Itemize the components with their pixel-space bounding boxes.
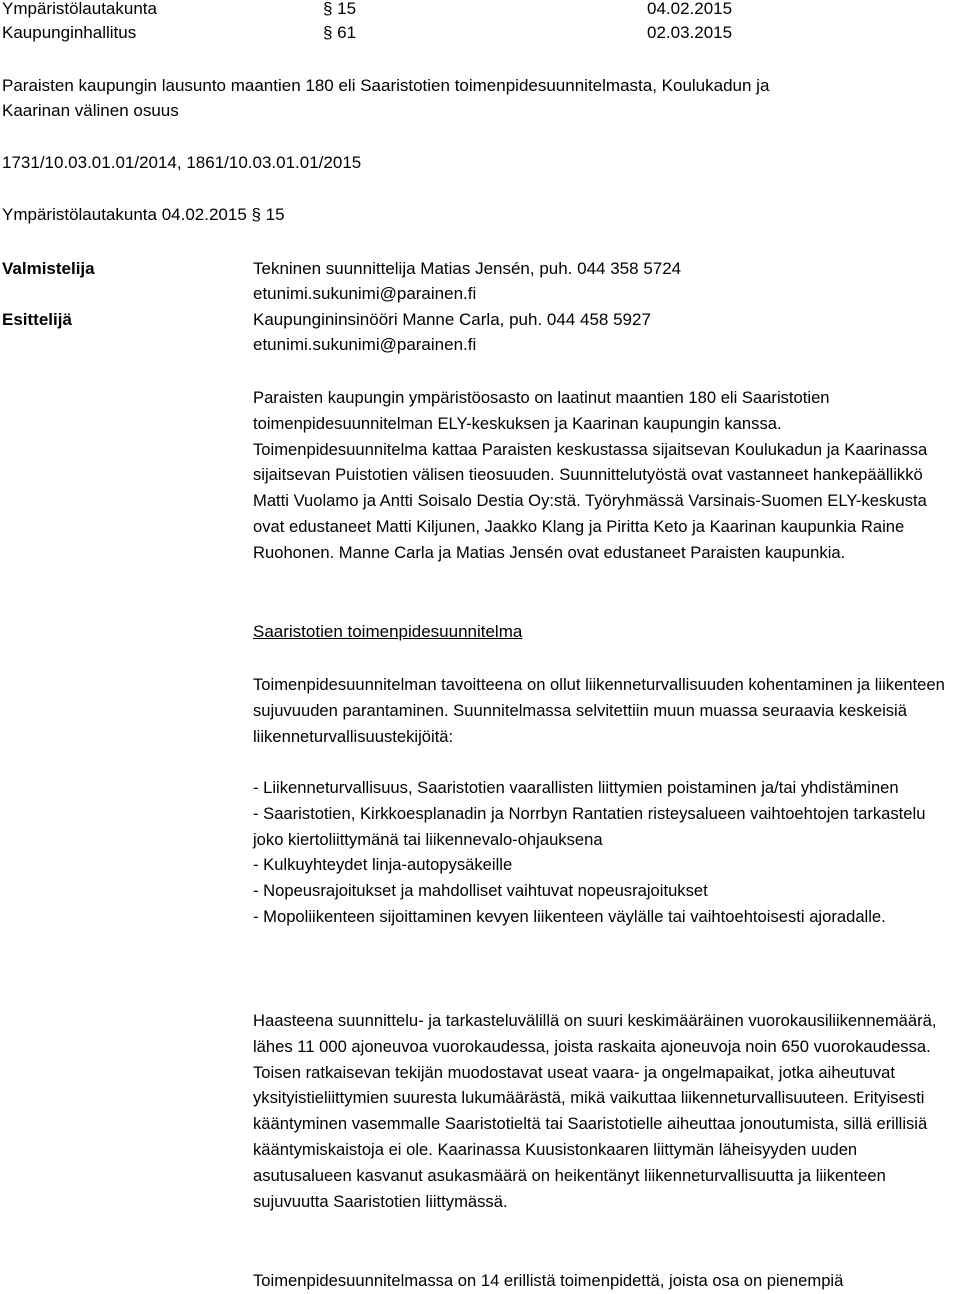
section-number: § 15	[323, 0, 357, 18]
meeting-date: 04.02.2015	[647, 0, 733, 18]
preparer-email[interactable]: etunimi.sukunimi@parainen.fi	[253, 284, 477, 303]
list-item: - Nopeusrajoitukset ja mahdolliset vaihtuvat nopeusrajoitukset	[253, 881, 708, 901]
header-row	[0, 22, 960, 44]
intro-text: Paraisten kaupungin ympäristöosasto on laatinut maantien 180 eli Saaristotien toimenpidesuunnitelman ELY-keskuksen ja Kaarinan kaupungin kanssa. Toimenpidesuunnitelma kattaa Paraisten keskustassa sijaitsevan Koulukadun ja Kaarinassa sijaitsevan Puistotien välisen tieosuuden. Suunnittelutyöstä ovat vastanneet hankepäällikkö Matti Vuolamo ja Antti Soisalo Destia Oy:stä. Työryhmässä Varsinais-Suomen ELY-keskusta ovat edustaneet Matti Kiljunen, Jaakko Klang ja Piritta Keto ja Kaarinan kaupunkia Raine Ruohonen. Manne Carla ja Matias Jensén ovat edustaneet Paraisten kaupunkia.	[253, 388, 928, 562]
challenge-paragraph	[253, 1008, 958, 1214]
presenter-name: Kaupungininsinööri Manne Carla, puh. 044 458 5927	[253, 310, 651, 329]
preparer-label: Valmistelija	[2, 259, 95, 278]
goal-text: Toimenpidesuunnitelman tavoitteena on ollut liikenneturvallisuuden kohentaminen ja liikenteen sujuvuuden parantaminen. Suunnitelmassa selvitettiin muun muassa seuraavia keskeisiä liikenneturvallisuustekijöitä:	[253, 675, 945, 746]
committee-name: Ympäristölautakunta	[2, 0, 157, 18]
intro-paragraph	[253, 385, 958, 566]
meeting-date: 02.03.2015	[647, 23, 733, 42]
reference-numbers: 1731/10.03.01.01/2014, 1861/10.03.01.01/2015	[2, 153, 362, 172]
list-item: - Liikenneturvallisuus, Saaristotien vaarallisten liittymien poistaminen ja/tai yhdistäminen	[253, 778, 899, 797]
meeting-reference: Ympäristölautakunta 04.02.2015 § 15	[2, 205, 285, 224]
challenge-text: Haasteena suunnittelu- ja tarkasteluvälillä on suuri keskimääräinen vuorokausiliikennemäärä, lähes 11 000 ajoneuvoa vuorokaudessa, joista raskaita ajoneuvoja noin 650 vuorokaudessa. Toisen ratkaisevan tekijän muodostavat useat vaara- ja ongelmapaikat, jotka aiheutuvat yksityistieliittymien suuresta lukumäärästä, mikä vaikuttaa liikenneturvallisuuteen. Erityisesti kääntyminen vasemmalle Saaristotieltä tai Saaristotielle aiheuttaa jonoutumista, sillä erillisiä kääntymiskaistoja ei ole. Kaarinassa Kuusistonkaaren liittymän läheisyyden uuden asutusalueen kasvanut asukasmäärä on heikentänyt liikenneturvallisuutta ja liikenteen sujuvuutta Saaristotien liittymässä.	[253, 1011, 937, 1211]
document-title-continued: Kaarinan välinen osuus	[2, 101, 179, 120]
committee-name: Kaupunginhallitus	[2, 23, 137, 42]
section-subheading: Saaristotien toimenpidesuunnitelma	[253, 622, 523, 641]
goal-paragraph	[253, 672, 958, 749]
document-title: Paraisten kaupungin lausunto maantien 180 eli Saaristotien toimenpidesuunnitelmasta, Koulukadun ja	[2, 76, 770, 95]
measures-text: Toimenpidesuunnitelmassa on 14 erillistä toimenpidettä, joista osa on pienempiä	[253, 1271, 844, 1290]
list-item: - Mopoliikenteen sijoittaminen kevyen liikenteen väylälle tai vaihtoehtoisesti ajoradalle.	[253, 906, 886, 926]
header-row	[0, 0, 960, 20]
list-item: - Saaristotien, Kirkkoesplanadin ja Norrbyn Rantatien risteysalueen vaihtoehtojen tarkastelu joko kiertoliittymänä tai liikennevalo-ohjauksena	[253, 803, 926, 849]
preparer-name: Tekninen suunnittelija Matias Jensén, puh. 044 358 5724	[253, 259, 682, 278]
presenter-label: Esittelijä	[2, 310, 72, 329]
list-item: - Kulkuyhteydet linja-autopysäkeille	[253, 855, 513, 875]
section-number: § 61	[323, 23, 357, 42]
presenter-email[interactable]: etunimi.sukunimi@parainen.fi	[253, 335, 477, 354]
factor-list	[253, 775, 958, 930]
